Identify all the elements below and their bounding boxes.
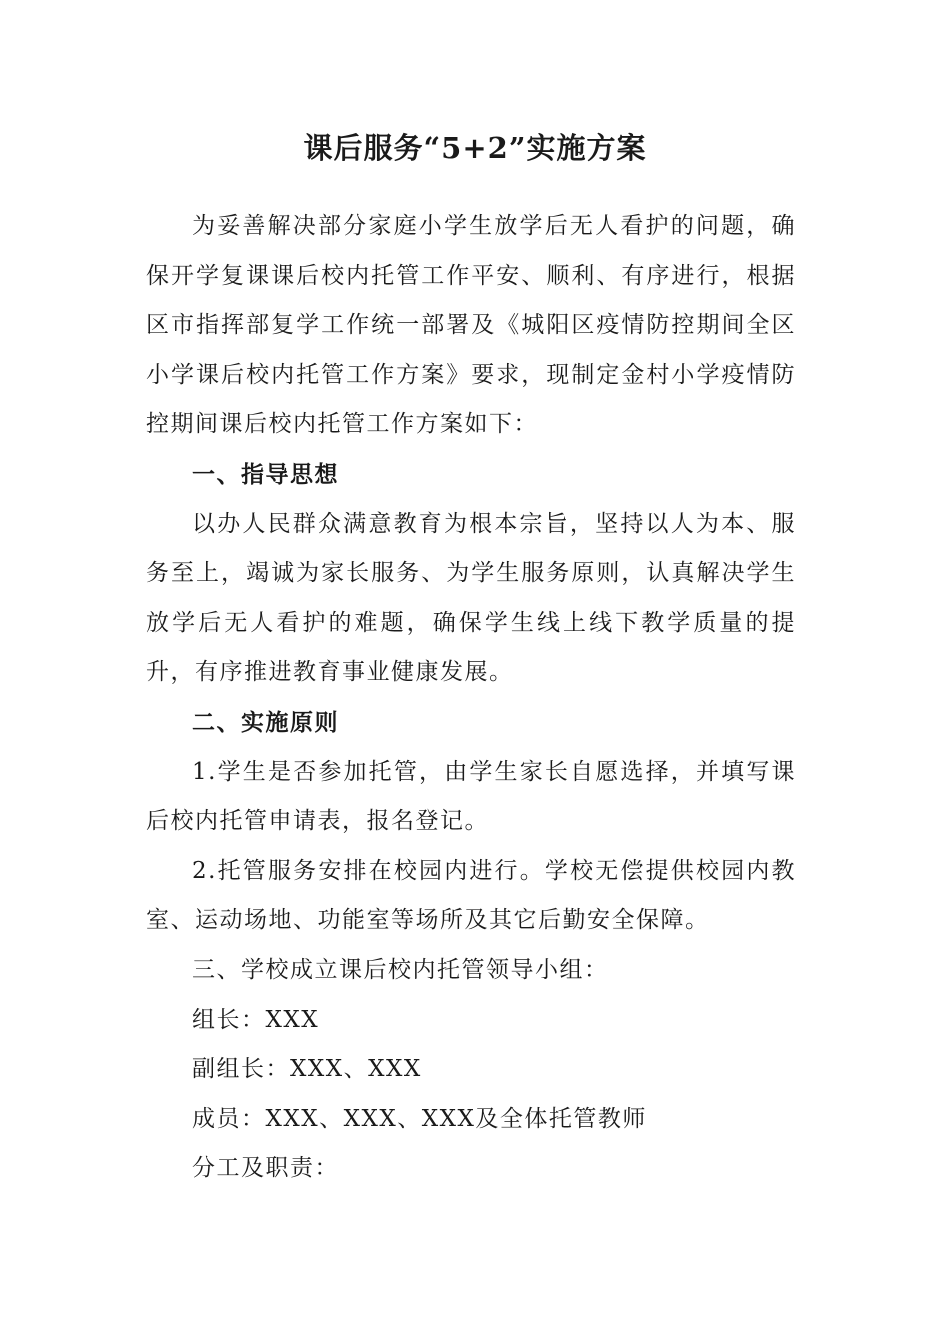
guiding-ideology-paragraph: 以办人民群众满意教育为根本宗旨，坚持以人为本、服务至上，竭诚为家长服务、为学生服务原则，认真解决学生放学后无人看护的难题，确保学生线上线下教学质量的提升，有序推进教育事业健康发展。 bbox=[146, 510, 796, 686]
principle-item-1: 1.学生是否参加托管，由学生家长自愿选择，并填写课后校内托管申请表，报名登记。 bbox=[146, 758, 796, 835]
document-title: 课后服务“5+2”实施方案 bbox=[303, 131, 647, 165]
group-leader-line: 组长：XXX bbox=[192, 1006, 320, 1033]
document-body bbox=[146, 202, 796, 1194]
duties-line: 分工及职责： bbox=[192, 1155, 339, 1182]
section-heading-guiding-ideology: 一、指导思想 bbox=[192, 460, 339, 488]
deputy-leader-line: 副组长：XXX、XXX bbox=[192, 1056, 422, 1083]
principle-item-2: 2.托管服务安排在校园内进行。学校无偿提供校园内教室、运动场地、功能室等场所及其它后勤安全保障。 bbox=[146, 857, 796, 934]
section-heading-principles: 二、实施原则 bbox=[192, 708, 339, 736]
section-heading-leadership-group: 三、学校成立课后校内托管领导小组： bbox=[192, 956, 609, 983]
members-line: 成员：XXX、XXX、XXX及全体托管教师 bbox=[192, 1105, 647, 1132]
intro-paragraph: 为妥善解决部分家庭小学生放学后无人看护的问题，确保开学复课课后校内托管工作平安、顺利、有序进行，根据区市指挥部复学工作统一部署及《城阳区疫情防控期间全区小学课后校内托管工作方案》要求，现制定金村小学疫情防控期间课后校内托管工作方案如下： bbox=[146, 213, 796, 438]
